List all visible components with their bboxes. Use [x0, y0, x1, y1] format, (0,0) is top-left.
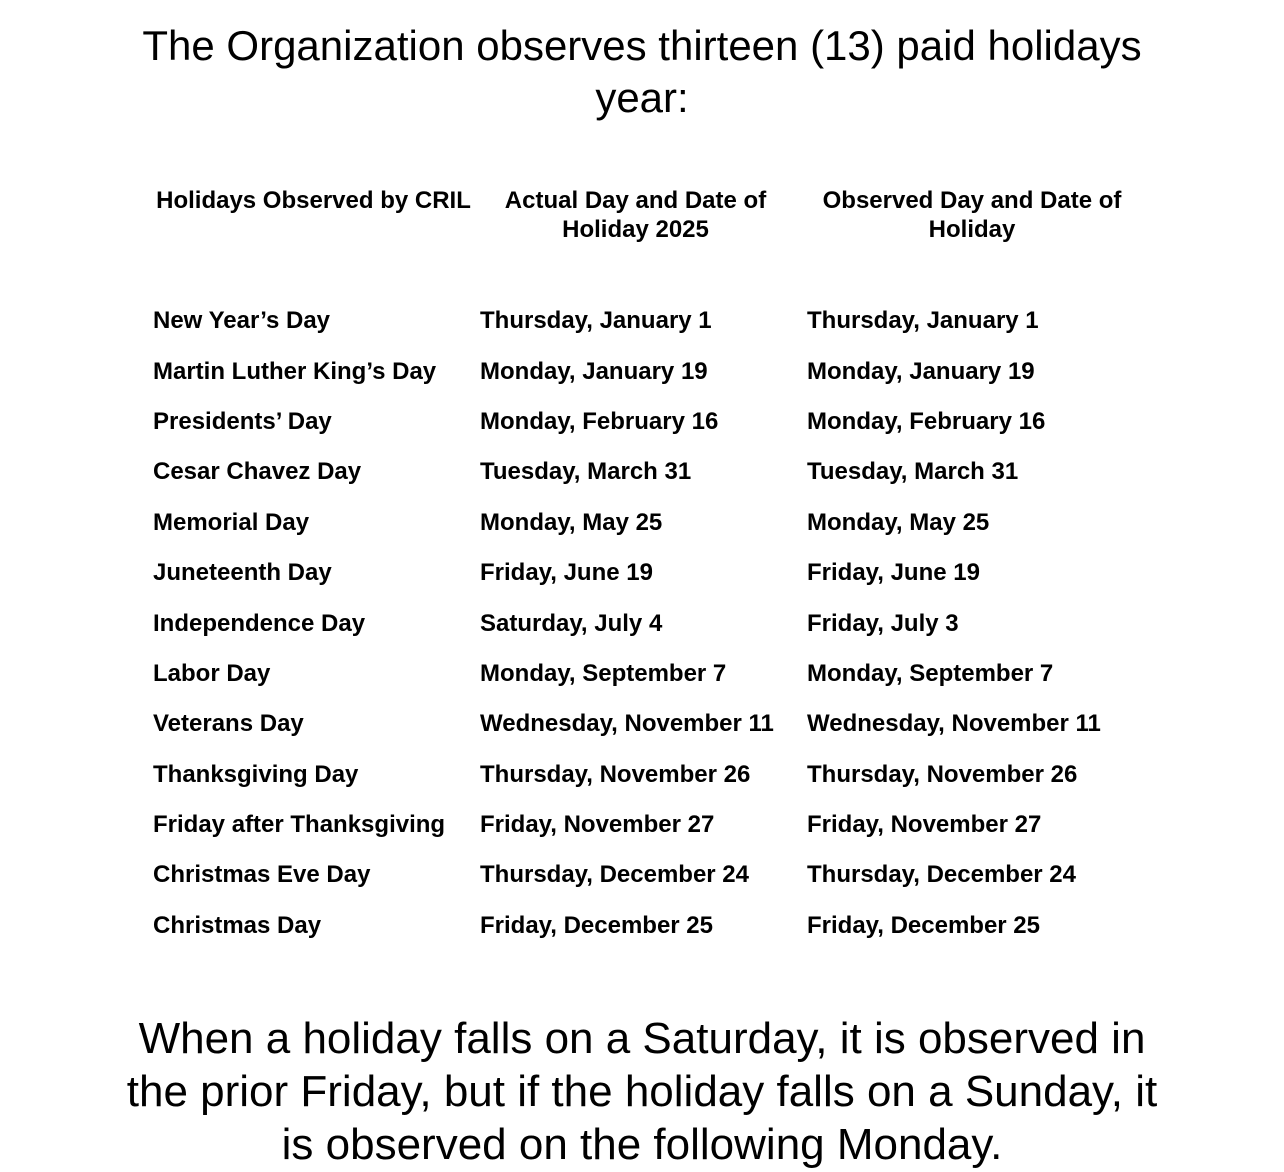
actual-date-cell: Wednesday, November 11	[480, 710, 774, 738]
table-row	[145, 397, 1145, 447]
holiday-table	[145, 186, 1145, 951]
table-row	[145, 346, 1145, 396]
table-row	[145, 598, 1145, 648]
table-row	[145, 548, 1145, 598]
table-row	[145, 649, 1145, 699]
actual-date-cell: Tuesday, March 31	[480, 458, 692, 486]
observed-date-cell: Monday, February 16	[807, 407, 1046, 435]
table-row	[145, 800, 1145, 850]
holiday-name-cell: Christmas Day	[153, 911, 322, 939]
table-row	[145, 750, 1145, 800]
table-row	[145, 699, 1145, 749]
table-row	[145, 850, 1145, 900]
actual-date-cell: Friday, December 25	[480, 911, 714, 939]
holiday-name-cell: New Year’s Day	[153, 307, 331, 335]
actual-date-cell: Thursday, December 24	[480, 861, 750, 889]
table-row	[145, 498, 1145, 548]
observed-date-cell: Thursday, December 24	[807, 861, 1077, 889]
holiday-name-cell: Martin Luther King’s Day	[153, 357, 437, 385]
holiday-name-cell: Cesar Chavez Day	[153, 458, 362, 486]
table-row	[145, 447, 1145, 497]
observed-date-cell: Thursday, November 26	[807, 760, 1078, 788]
holiday-name-cell: Christmas Eve Day	[153, 861, 371, 889]
holiday-name-cell: Veterans Day	[153, 710, 304, 738]
observed-date-cell: Thursday, January 1	[807, 307, 1039, 335]
holiday-name-cell: Independence Day	[153, 609, 366, 637]
table-header	[145, 186, 1145, 296]
holiday-name-cell: Juneteenth Day	[153, 559, 332, 587]
holiday-name-cell: Friday after Thanksgiving	[153, 811, 446, 839]
observed-date-cell: Monday, January 19	[807, 357, 1035, 385]
table-row	[145, 901, 1145, 951]
actual-date-cell: Thursday, January 1	[480, 307, 712, 335]
observed-date-cell: Friday, December 25	[807, 911, 1041, 939]
actual-date-cell: Friday, June 19	[480, 559, 653, 587]
observed-date-cell: Friday, July 3	[807, 609, 959, 637]
table-body	[145, 296, 1145, 951]
actual-date-cell: Monday, September 7	[480, 659, 727, 687]
actual-date-cell: Monday, May 25	[480, 508, 663, 536]
observance-rule-note: When a holiday falls on a Saturday, it is observed in the prior Friday, but if the holiday falls on a Sunday, it is observed on the following Monday.	[126, 1014, 1158, 1169]
table-row	[145, 296, 1145, 346]
header-observed-date: Observed Day and Date of Holiday	[822, 187, 1122, 243]
holiday-name-cell: Memorial Day	[153, 508, 310, 536]
actual-date-cell: Friday, November 27	[480, 811, 715, 839]
header-holidays-observed: Holidays Observed by CRIL	[156, 187, 471, 214]
observed-date-cell: Wednesday, November 11	[807, 710, 1101, 738]
holiday-name-cell: Thanksgiving Day	[153, 760, 359, 788]
observed-date-cell: Friday, November 27	[807, 811, 1042, 839]
actual-date-cell: Monday, February 16	[480, 407, 719, 435]
header-row	[145, 186, 1145, 296]
observed-date-cell: Monday, September 7	[807, 659, 1054, 687]
actual-date-cell: Monday, January 19	[480, 357, 708, 385]
actual-date-cell: Thursday, November 26	[480, 760, 751, 788]
observed-date-cell: Friday, June 19	[807, 559, 980, 587]
holiday-name-cell: Labor Day	[153, 659, 271, 687]
observed-date-cell: Monday, May 25	[807, 508, 990, 536]
actual-date-cell: Saturday, July 4	[480, 609, 663, 637]
observed-date-cell: Tuesday, March 31	[807, 458, 1019, 486]
header-actual-date: Actual Day and Date of Holiday 2025	[504, 187, 767, 243]
intro-heading: The Organization observes thirteen (13) paid holidays year:	[142, 22, 1142, 121]
holiday-name-cell: Presidents’ Day	[153, 407, 332, 435]
